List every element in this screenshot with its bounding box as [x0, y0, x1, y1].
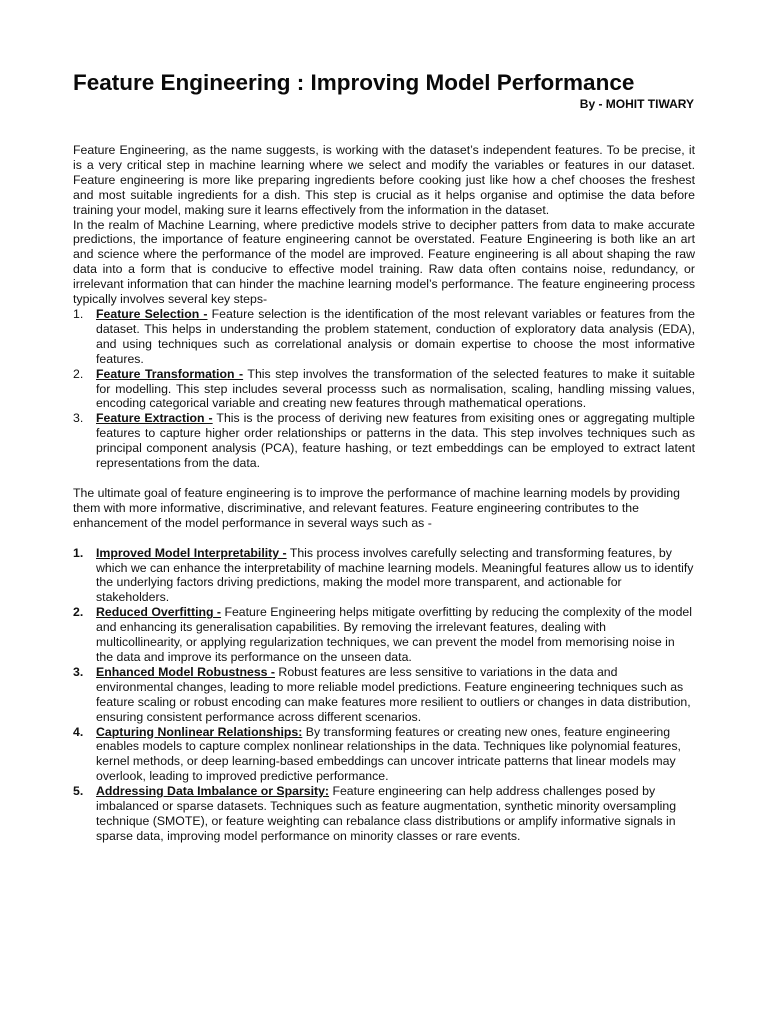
list-number: 5.	[73, 784, 84, 799]
list-term: Reduced Overfitting -	[96, 605, 222, 620]
list-number: 4.	[73, 724, 84, 739]
intro-paragraph: Feature Engineering, as the name suggests, is working with the dataset’s independent features. To be precise, it is a very critical step in machine learning where we select and modify the variables or features in our dataset. Feature engineering is more like preparing ingredients before cooking just like how a chef chooses the freshest and most suitable ingredients for a dish. This step is crucial as it helps organise and optimise the data before training your model, making sure it learns effectively from the information in the dataset.	[73, 143, 695, 217]
list-item	[73, 367, 695, 412]
list-item	[73, 725, 695, 785]
intro-paragraph: In the realm of Machine Learning, where predictive models strive to decipher patters from data to make accurate predictions, the importance of feature engineering cannot be overstated. Feature Engineering is both like an art and science where the performance of the model are improved. Feature engineering is all about shaping the raw data into a form that is conducive to effective model training. Raw data often contains noise, redundancy, or irrelevant information that can hinder the machine learning model’s performance. The feature engineering process typically involves several key steps-	[73, 217, 695, 307]
list-term: Capturing Nonlinear Relationships:	[96, 724, 303, 739]
list-text: Feature engineering can help address challenges posed by imbalanced or sparse datasets. Techniques such as feature augmentation, synthetic minority oversampling technique (SMOTE), or feature weighting can rebalance class distributions or amplify informative signals in sparse data, improving model performance on minority classes or rare events.	[96, 784, 677, 843]
list-term: Enhanced Model Robustness -	[96, 664, 276, 679]
list-term: Feature Transformation -	[96, 366, 244, 381]
list-item	[73, 546, 695, 606]
spacer	[73, 531, 695, 546]
author-byline: By - MOHIT TIWARY	[579, 97, 694, 111]
list-text: This is the process of deriving new features from exisiting ones or aggregating multiple features to capture higher order relationships or patterns in the data. This step involves techniques such as principal component analysis (PCA), feature hashing, or tezt embeddings can be employed to extract latent representations from the data.	[96, 411, 695, 471]
list-item	[73, 605, 695, 665]
list-number: 2.	[73, 605, 84, 620]
document-title: Feature Engineering : Improving Model Performance	[73, 70, 635, 95]
list-text: Robust features are less sensitive to variations in the data and environmental changes, leading to more reliable model predictions. Feature engineering techniques such as feature scaling or robust encoding can make features more resilient to outliers or changes in data distribution, ensuring consistent performance across different scenarios.	[96, 664, 691, 724]
list-item	[73, 665, 695, 725]
list-number: 1.	[73, 545, 84, 560]
spacer	[73, 471, 695, 486]
list-term: Improved Model Interpretability -	[96, 545, 287, 560]
list-text: Feature selection is the identification of the most relevant variables or features from the dataset. This helps in understanding the problem statement, conduction of exploratory data analysis (EDA), and using techniques such as correlational analysis or domain expertise to choose the most informative features.	[96, 306, 695, 366]
document-body	[73, 143, 695, 844]
list-number: 2.	[73, 366, 84, 381]
steps-list	[73, 307, 695, 471]
list-text: This step involves the transformation of the selected features to make it suitable for modelling. This step includes several processs such as normalisation, scaling, handling missing values, encoding categorical variable and creating new features through mathematical operations.	[96, 366, 695, 411]
list-item	[73, 411, 695, 471]
benefits-list	[73, 546, 695, 844]
list-term: Feature Selection -	[96, 306, 208, 321]
list-number: 1.	[73, 306, 84, 321]
list-text: Feature Engineering helps mitigate overfitting by reducing the complexity of the model and enhancing its generalisation capabilities. By removing the irrelevant features, dealing with multicollinearity, or applying regularization techniques, we can prevent the model from memorising noise in the data and improve its performance on the unseen data.	[96, 605, 692, 664]
list-term: Addressing Data Imbalance or Sparsity:	[96, 784, 330, 799]
list-number: 3.	[73, 411, 84, 426]
list-number: 3.	[73, 664, 84, 679]
list-item	[73, 784, 695, 844]
list-item	[73, 307, 695, 367]
list-term: Feature Extraction -	[96, 411, 213, 426]
goal-paragraph: The ultimate goal of feature engineering is to improve the performance of machine learning models by providing them with more informative, discriminative, and relevant features. Feature engineering contributes to the enhancement of the model performance in several ways such as -	[73, 485, 680, 530]
list-text: This process involves carefully selecting and transforming features, by which we can enhance the interpretability of machine learning models. Meaningful features allow us to identify the underlying factors driving predictions, making the model more transparent, and actionable for stakeholders.	[96, 545, 694, 605]
list-text: By transforming features or creating new ones, feature engineering enables models to capture complex nonlinear relationships in the data. Techniques like polynomial features, kernel methods, or deep learning-based embeddings can uncover intricate patterns that linear models may overlook, leading to improved predictive performance.	[96, 724, 681, 784]
